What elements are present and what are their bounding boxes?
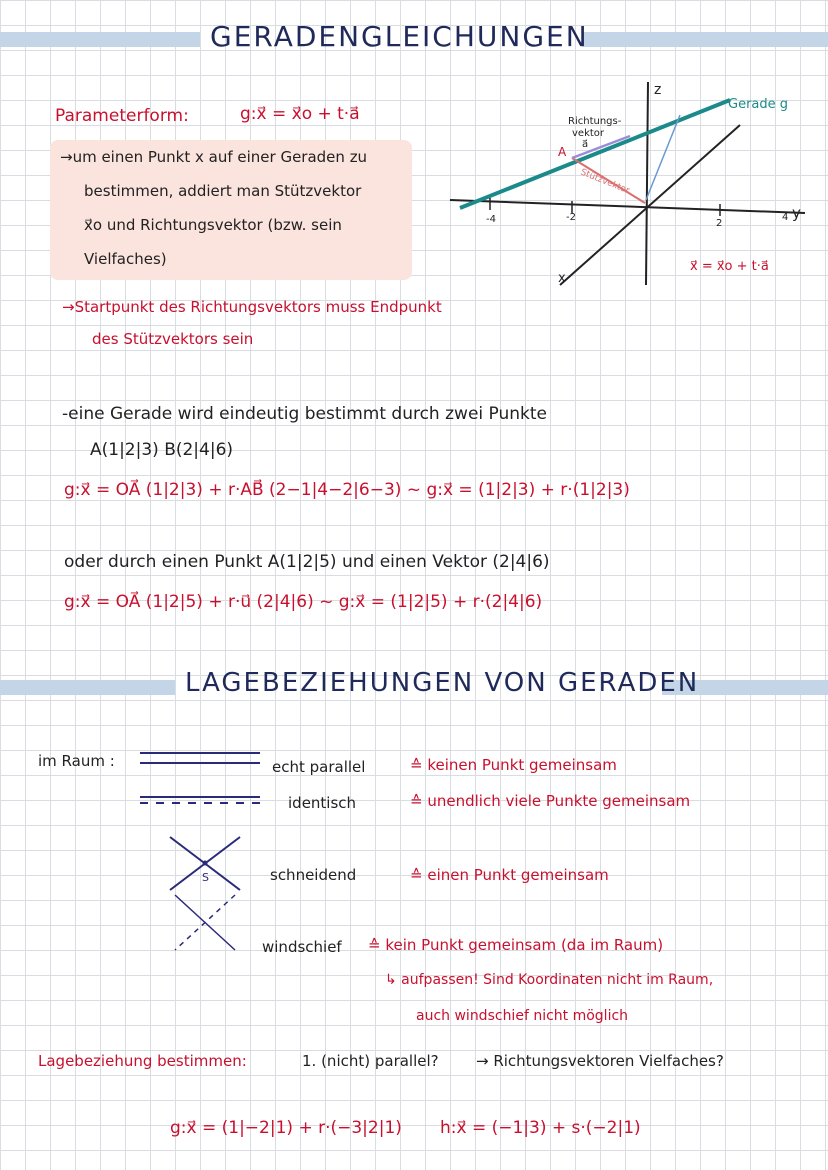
row-term-windschief: windschief (262, 938, 342, 956)
z-label: z (654, 82, 662, 98)
s-label: S (202, 871, 209, 884)
x-label: x (558, 271, 566, 286)
bullet1-line3: x⃗o und Richtungsvektor (bzw. sein (84, 216, 342, 234)
warn-line-1: ↳ aufpassen! Sind Koordinaten nicht im Raum, (385, 972, 714, 988)
richtungs-label-3: a⃗ (582, 139, 589, 150)
tick-m4: -4 (486, 214, 496, 225)
row-desc-identisch: ≙ unendlich viele Punkte gemeinsam (410, 792, 691, 810)
tick-2: 2 (716, 218, 723, 229)
gerade-g-label: Gerade g (728, 97, 789, 112)
row-desc-windschief: ≙ kein Punkt gemeinsam (da im Raum) (368, 936, 664, 954)
row-term-identisch: identisch (288, 794, 357, 812)
tick-m2: -2 (566, 212, 576, 223)
row-desc-echt-parallel: ≙ keinen Punkt gemeinsam (410, 756, 617, 774)
bullet1-line4: Vielfaches) (84, 250, 167, 268)
equation-h: h:x⃗ = (−1|3) + s·(−2|1) (440, 1118, 641, 1138)
warn-line-2: auch windschief nicht möglich (416, 1008, 629, 1024)
bullet1-line1: →um einen Punkt x auf einer Geraden zu (60, 148, 368, 166)
page-title: GERADENGLEICHUNGEN (210, 20, 589, 53)
z-axis-line (646, 82, 648, 285)
richtungsvektor-arrow (572, 136, 630, 158)
tick-4: 4 (782, 212, 789, 223)
or-line: oder durch einen Punkt A(1|2|5) und einen Vektor (2|4|6) (64, 552, 550, 572)
step1-label: 1. (nicht) parallel? (302, 1052, 439, 1070)
param-label: Parameterform: (55, 106, 189, 126)
row-term-echt-parallel: echt parallel (272, 758, 366, 776)
intro-line: -eine Gerade wird eindeutig bestimmt durch zwei Punkte (62, 404, 547, 424)
equation-2: g:x⃗ = OA⃗ (1|2|5) + r·u⃗ (2|4|6) ~ g:x⃗ = (1|2|5) + r·(2|4|6) (64, 592, 543, 612)
intersection-point (203, 861, 208, 866)
equation-g: g:x⃗ = (1|−2|1) + r·(−3|2|1) (170, 1118, 402, 1138)
bullet2-line1: →Startpunkt des Richtungsvektors muss Endpunkt (62, 298, 442, 316)
y-axis-line (450, 200, 805, 213)
step1-arrow: → Richtungsvektoren Vielfaches? (476, 1052, 724, 1070)
im-raum-label: im Raum : (38, 752, 115, 770)
title-band-left (0, 32, 200, 47)
diagram-equation: x⃗ = x⃗o + t·a⃗ (690, 259, 769, 274)
y-label: y (792, 204, 801, 222)
param-formula: g:x⃗ = x⃗o + t·a⃗ (240, 104, 360, 124)
stuetz-label: Stützvektor (578, 167, 631, 197)
richtungs-label-2: vektor (572, 128, 605, 139)
bestimmen-label: Lagebeziehung bestimmen: (38, 1052, 247, 1070)
title-band-right (582, 32, 828, 47)
points-line: A(1|2|3) B(2|4|6) (90, 440, 234, 460)
point-a-label: A (558, 145, 567, 159)
title-band2-left (0, 680, 175, 695)
row-term-schneidend: schneidend (270, 866, 357, 884)
bullet2-line2: des Stützvektors sein (92, 330, 254, 348)
row-desc-schneidend: ≙ einen Punkt gemeinsam (410, 866, 609, 884)
section-title-lagebeziehungen: LAGEBEZIEHUNGEN VON GERADEN (185, 668, 700, 698)
richtungs-label-1: Richtungs- (568, 116, 622, 127)
equation-1: g:x⃗ = OA⃗ (1|2|3) + r·AB⃗ (2−1|4−2|6−3) ~ g:x⃗ = (1|2|3) + r·(1|2|3) (64, 480, 630, 500)
line-pictograms (135, 745, 270, 960)
coordinate-diagram (440, 70, 820, 310)
bullet1-line2: bestimmen, addiert man Stützvektor (84, 182, 362, 200)
